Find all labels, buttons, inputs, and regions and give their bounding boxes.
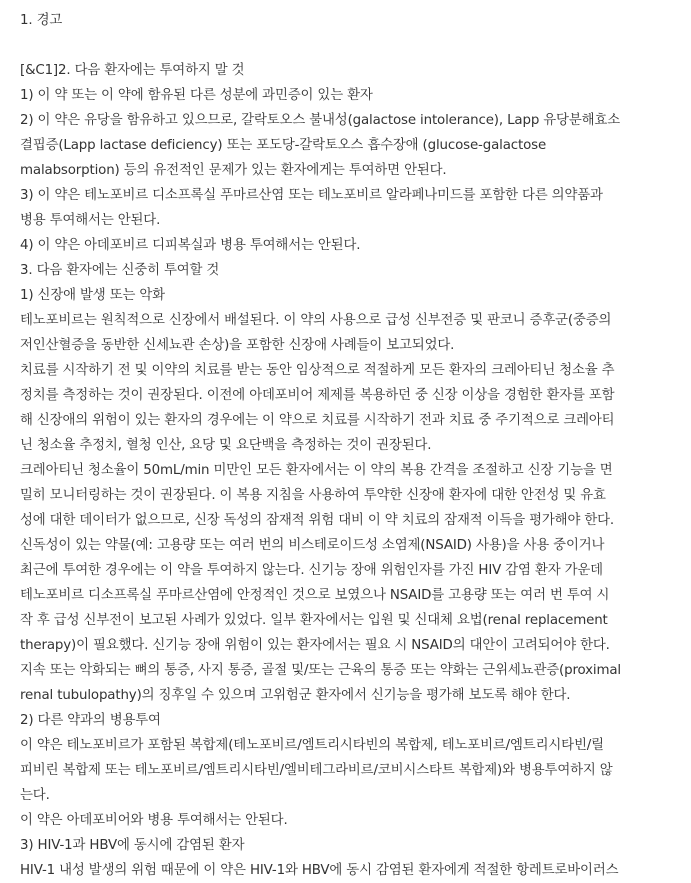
text-line: 는다. (20, 788, 50, 803)
text-line: renal tubulopathy)의 징후일 수 있으며 고위험군 환자에서 신기능을 평가해 보도록 해야 한다. (20, 688, 571, 703)
text-line: malabsorption) 등의 유전적인 문제가 있는 환자에게는 투여하면 안된다. (20, 163, 447, 178)
text-line: 최근에 투여한 경우에는 이 약을 투여하지 않는다. 신기능 장애 위험인자를 가진 HIV 감염 환자 가운데 (20, 563, 603, 578)
text-line: 닌 청소율 추정치, 혈청 인산, 요당 및 요단백을 측정하는 것이 권장된다. (20, 438, 432, 453)
text-line: [&C1]2. 다음 환자에는 투여하지 말 것 (20, 63, 245, 78)
text-line: 1) 이 약 또는 이 약에 함유된 다른 성분에 과민증이 있는 환자 (20, 88, 373, 103)
text-line: 1. 경고 (20, 13, 63, 28)
text-line: 치료를 시작하기 전 및 이약의 치료를 받는 동안 임상적으로 적절하게 모든 환자의 크레아티닌 청소율 추 (20, 363, 615, 378)
text-line: therapy)이 필요했다. 신기능 장애 위험이 있는 환자에서는 필요 시 NSAID의 대안이 고려되어야 한다. (20, 638, 610, 653)
text-line: 이 약은 테노포비르가 포함된 복합제(테노포비르/엠트리시타빈의 복합제, 테노포비르/엠트리시타빈/릴 (20, 738, 604, 753)
text-line: 1) 신장애 발생 또는 악화 (20, 288, 165, 303)
text-line: 저인산혈증을 동반한 신세뇨관 손상)을 포함한 신장애 사례들이 보고되었다. (20, 338, 455, 353)
text-line: 4) 이 약은 아데포비르 디피복실과 병용 투여해서는 안된다. (20, 238, 361, 253)
text-line: 지속 또는 악화되는 뼈의 통증, 사지 통증, 골절 및/또는 근육의 통증 또는 약화는 근위세뇨관증(proximal (20, 663, 621, 678)
text-line: 결핍증(Lapp lactase deficiency) 또는 포도당-갈락토오스 흡수장애 (glucose-galactose (20, 138, 547, 153)
text-line: 작 후 급성 신부전이 보고된 사례가 있었다. 일부 환자에서는 입원 및 신대체 요법(renal replacement (20, 613, 608, 628)
text-line: 밀히 모니터링하는 것이 권장된다. 이 복용 지침을 사용하여 투약한 신장애 환자에 대한 안전성 및 유효 (20, 488, 606, 503)
text-line (20, 34, 691, 58)
text-line: 이 약은 아데포비어와 병용 투여해서는 안된다. (20, 813, 288, 828)
text-line: 성에 대한 데이터가 없으므로, 신장 독성의 잠재적 위험 대비 이 약 치료의 잠재적 이득을 평가해야 한다. (20, 513, 615, 528)
text-line: 해 신장애의 위험이 있는 환자의 경우에는 이 약으로 치료를 시작하기 전과 치료 중 주기적으로 크레아티 (20, 413, 615, 428)
text-line: 정치를 측정하는 것이 권장된다. 이전에 아데포비어 제제를 복용하던 중 신장 이상을 경험한 환자를 포함 (20, 388, 615, 403)
text-line: 테노포비르는 원칙적으로 신장에서 배설된다. 이 약의 사용으로 급성 신부전증 및 판코니 증후군(중증의 (20, 313, 612, 328)
text-line: 2) 다른 약과의 병용투여 (20, 713, 161, 728)
text-line: 병용 투여해서는 안된다. (20, 213, 161, 228)
text-line: 피비린 복합제 또는 테노포비르/엠트리시타빈/엘비테그라비르/코비시스타트 복합제)와 병용투여하지 않 (20, 763, 613, 778)
text-line: 2) 이 약은 유당을 함유하고 있으므로, 갈락토오스 불내성(galactose intolerance), Lapp 유당분해효소 (20, 113, 620, 128)
text-line: 3) HIV-1과 HBV에 동시에 감염된 환자 (20, 838, 245, 853)
text-line: 테노포비르 디소프록실 푸마르산염에 안정적인 것으로 보였으나 NSAID를 고용량 또는 여러 번 투여 시 (20, 588, 610, 603)
text-line: 크레아티닌 청소율이 50mL/min 미만인 모든 환자에서는 이 약의 복용 간격을 조절하고 신장 기능을 면 (20, 463, 613, 478)
text-line: HIV-1 내성 발생의 위험 때문에 이 약은 HIV-1와 HBV에 동시 감염된 환자에게 적절한 항레트로바이러스 (20, 863, 619, 878)
text-line: 3. 다음 환자에는 신중히 투여할 것 (20, 263, 220, 278)
text-line: 3) 이 약은 테노포비르 디소프록실 푸마르산염 또는 테노포비르 알라페나미드를 포함한 다른 의약품과 (20, 188, 603, 203)
text-line: 신독성이 있는 약물(예: 고용량 또는 여러 번의 비스테로이드성 소염제(NSAID) 사용)을 사용 중이거나 (20, 538, 605, 553)
